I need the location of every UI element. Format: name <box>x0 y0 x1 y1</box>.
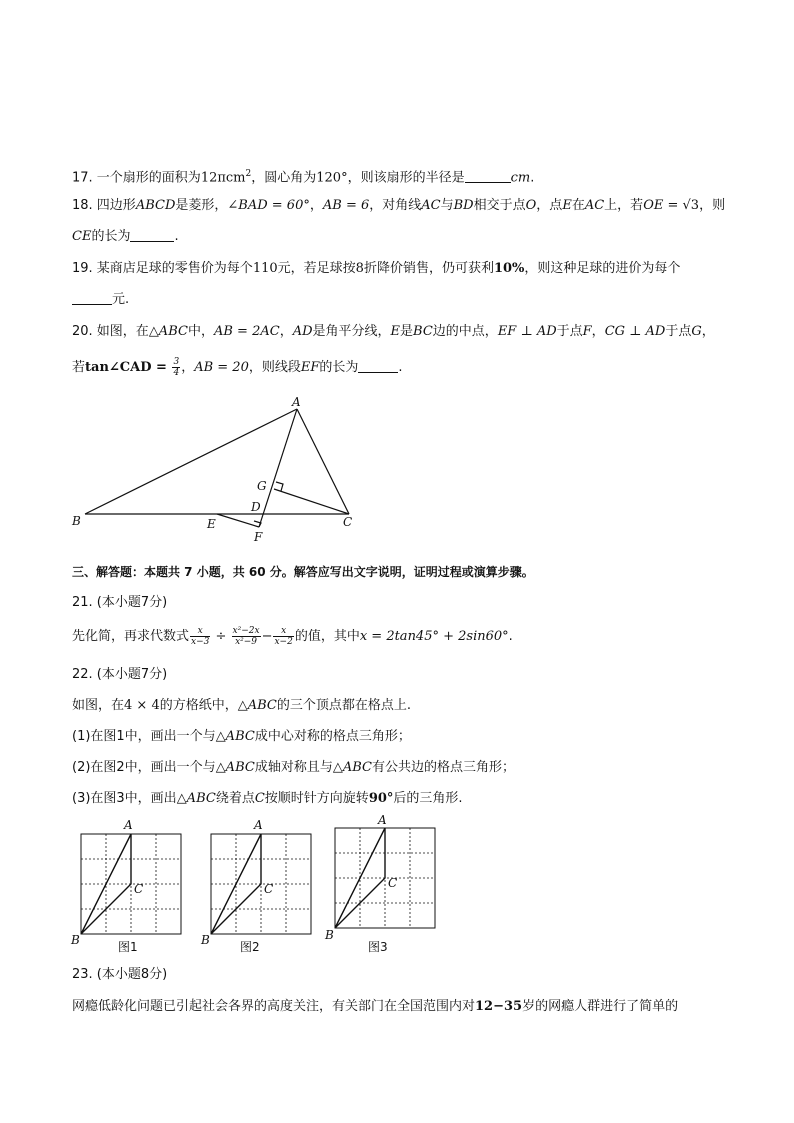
q21-f2-num: x²−2x <box>232 626 260 636</box>
q19-discount: 8 <box>355 261 364 276</box>
q21-fraction-1 <box>190 626 210 647</box>
q20-text-a: 20. 如图，在 <box>72 324 149 339</box>
q20-triangle: △ABC <box>148 324 188 339</box>
label-f: F <box>254 530 263 544</box>
q22-p3-text-b: 绕着点 <box>215 791 255 806</box>
label-c: C <box>343 515 353 529</box>
q21-f3-den: x−2 <box>274 637 293 647</box>
q20-text-e: 是 <box>400 324 414 339</box>
fig2-label-a: A <box>254 818 263 832</box>
q18-text-b: 是菱形， <box>175 198 228 213</box>
segment-af <box>259 409 297 527</box>
q19-percent: 10% <box>493 261 525 276</box>
q22-grid-figures <box>0 810 794 960</box>
q21-f2-den: x²−9 <box>235 637 258 647</box>
label-b: B <box>72 514 81 528</box>
q18-ce: CE <box>72 229 92 244</box>
q22-p2-triangle: △ABC <box>215 760 255 775</box>
question-22-head: 22. (本小题7分) <box>72 667 168 682</box>
q22-p3-degree: 90° <box>368 791 394 806</box>
fig3-label-b: B <box>325 928 334 942</box>
q22-p2-text-b: 成轴对称且与 <box>254 760 333 775</box>
q19-price: 110 <box>252 261 278 276</box>
q20-efad: EF ⊥ AD <box>497 324 557 339</box>
q21-x-value: x = 2tan45° + 2sin60° <box>359 629 509 644</box>
q20-ab2ac: AB = 2AC <box>213 324 280 339</box>
q17-end: . <box>530 170 535 186</box>
fig2-label-b: B <box>201 933 210 947</box>
grid-figure-3 <box>324 813 435 954</box>
fig1-label-a: A <box>124 818 133 832</box>
q19-text-c: 折降价销售，仍可获利 <box>363 261 494 276</box>
q20-text-n: 的长为 <box>319 360 359 375</box>
q18-text-i: 上，若 <box>604 198 644 213</box>
q22-p1-text-b: 成中心对称的格点三角形； <box>254 729 411 744</box>
q20-triangle-figure <box>0 0 794 560</box>
q18-text-h: 在 <box>571 198 585 213</box>
q18-ac2: AC <box>584 198 605 213</box>
q21-f1-num: x <box>190 626 210 637</box>
q21-f3-num: x <box>273 626 293 637</box>
question-21-head: 21. (本小题7分) <box>72 595 168 610</box>
q18-bad: ∠BAD = 60° <box>227 198 310 213</box>
q23-age-range: 12−35 <box>475 999 523 1014</box>
q20-text-f: 边的中点， <box>432 324 498 339</box>
fig1-label-c: C <box>134 882 144 896</box>
q22-p2-triangle-2: △ABC <box>332 760 372 775</box>
q20-cgad: CG ⊥ AD <box>604 324 666 339</box>
question-23-head: 23. (本小题8分) <box>72 967 168 982</box>
q18-text-k: 的长为 <box>91 229 131 244</box>
q17-sup: 2 <box>245 169 252 179</box>
q22-p1-text-a: (1)在图1中，画出一个与 <box>72 729 216 744</box>
label-d: D <box>251 500 261 514</box>
q20-text-j: ， <box>701 324 715 339</box>
q22-p3-text-a: (3)在图3中，画出 <box>72 791 177 806</box>
q21-divide: ÷ <box>211 629 231 644</box>
q17-text: 17. 一个扇形的面积为 <box>72 170 201 186</box>
fig3-label-c: C <box>388 876 398 890</box>
q21-fraction-3 <box>273 626 293 647</box>
segment-cg <box>274 489 349 514</box>
q20-text-l: ， <box>181 360 195 375</box>
q21-minus: − <box>261 629 273 644</box>
q18-text-g: ，点 <box>536 198 563 213</box>
q18-oe: OE = <box>643 198 683 213</box>
q20-f: F <box>582 324 592 339</box>
q20-text-i: 于点 <box>665 324 692 339</box>
q23-text-b: 岁的网瘾人群进行了简单的 <box>522 999 679 1014</box>
q22-p3-triangle: △ABC <box>176 791 216 806</box>
question-22-intro <box>72 697 411 715</box>
q21-text-a: 先化简，再求代数式 <box>72 629 190 644</box>
q22-triangle: △ABC <box>237 698 277 713</box>
q18-text-j: ，则 <box>699 198 726 213</box>
q20-text-g: 于点 <box>556 324 583 339</box>
fig3-label-a: A <box>378 813 387 827</box>
q20-bc: BC <box>413 324 433 339</box>
q20-text-b: 中， <box>187 324 214 339</box>
q17-angle: 120° <box>316 170 348 186</box>
q18-ab: AB = 6 <box>322 198 370 213</box>
q17-unit: cm <box>510 170 531 186</box>
q18-text-e: 与 <box>440 198 454 213</box>
q22-p3-text-e: 后的三角形. <box>393 791 463 806</box>
q20-text-d: 是角平分线， <box>312 324 391 339</box>
q18-sqrt: √3 <box>682 198 700 213</box>
q22-p3-text-d: 按顺时针方向旋转 <box>264 791 369 806</box>
q20-ad: AD <box>292 324 313 339</box>
q23-text-a: 网瘾低龄化问题已引起社会各界的高度关注，有关部门在全国范围内对 <box>72 999 476 1014</box>
segment-ef <box>217 514 259 527</box>
q20-fraction-den: 4 <box>173 368 180 378</box>
q18-end: . <box>174 229 179 244</box>
q20-end: . <box>398 360 403 375</box>
label-e: E <box>207 517 216 531</box>
q18-text-a: 18. 四边形 <box>72 198 136 213</box>
label-a: A <box>292 395 301 409</box>
fig2-label-c: C <box>264 882 274 896</box>
segment-ac <box>297 409 349 514</box>
q18-text-d: ，对角线 <box>369 198 422 213</box>
q18-abcd: ABCD <box>135 198 176 213</box>
question-22-part2 <box>72 759 515 777</box>
q22-text-a: 如图，在 <box>72 698 125 713</box>
q17-area: 12πcm <box>200 170 246 186</box>
q22-p3-c: C <box>254 791 265 806</box>
q20-text-m: ，则线段 <box>248 360 301 375</box>
q20-ab20: AB = 20 <box>194 360 249 375</box>
q22-text-c: 的三个顶点都在格点上. <box>276 698 412 713</box>
q19-text-e: 元. <box>112 292 130 307</box>
q18-text-c: ， <box>309 198 323 213</box>
q20-text-h: ， <box>591 324 605 339</box>
q18-e: E <box>562 198 572 213</box>
fig2-caption: 图2 <box>240 940 260 954</box>
fig1-caption: 图1 <box>118 940 138 954</box>
fig1-label-b: B <box>71 933 80 947</box>
q20-text-k: 若 <box>72 360 86 375</box>
q20-g: G <box>691 324 702 339</box>
q20-tan: tan∠CAD = <box>85 360 172 375</box>
section-3-heading: 三、解答题：本题共 7 小题，共 60 分。解答应写出文字说明，证明过程或演算步骤。 <box>72 565 534 579</box>
q20-ef: EF <box>300 360 320 375</box>
q19-text-b: 元，若足球按 <box>277 261 356 276</box>
question-22-part1 <box>72 728 411 746</box>
q22-p2-text-c: 有公共边的格点三角形； <box>371 760 515 775</box>
q21-end: . <box>508 629 513 644</box>
grid-figure-2 <box>200 818 311 954</box>
q21-text-b: 的值，其中 <box>294 629 360 644</box>
q22-p1-triangle: △ABC <box>215 729 255 744</box>
question-22-part3 <box>72 790 463 808</box>
q21-fraction-2 <box>232 626 261 647</box>
q18-text-f: 相交于点 <box>473 198 526 213</box>
q18-o: O <box>525 198 537 213</box>
question-21-body <box>72 625 513 649</box>
q22-p2-text-a: (2)在图2中，画出一个与 <box>72 760 216 775</box>
q19-text-d: ，则这种足球的进价为每个 <box>524 261 681 276</box>
q19-text-a: 19. 某商店足球的零售价为每个 <box>72 261 253 276</box>
q22-grid: 4 × 4 <box>124 698 160 713</box>
segment-ab <box>85 409 297 514</box>
grid-figure-1 <box>70 818 181 954</box>
q20-fraction-num: 3 <box>173 357 180 367</box>
q21-f1-den: x−3 <box>191 637 210 647</box>
q18-bd: BD <box>453 198 474 213</box>
fig3-caption: 图3 <box>368 940 388 954</box>
label-g: G <box>257 479 267 493</box>
q20-e: E <box>390 324 401 339</box>
q17-text-b: ，圆心角为 <box>251 170 317 186</box>
q18-ac: AC <box>421 198 441 213</box>
question-23-body <box>72 998 678 1016</box>
q22-text-b: 的方格纸中， <box>159 698 238 713</box>
q17-text-c: ，则该扇形的半径是 <box>347 170 465 186</box>
q20-text-c: ， <box>279 324 293 339</box>
